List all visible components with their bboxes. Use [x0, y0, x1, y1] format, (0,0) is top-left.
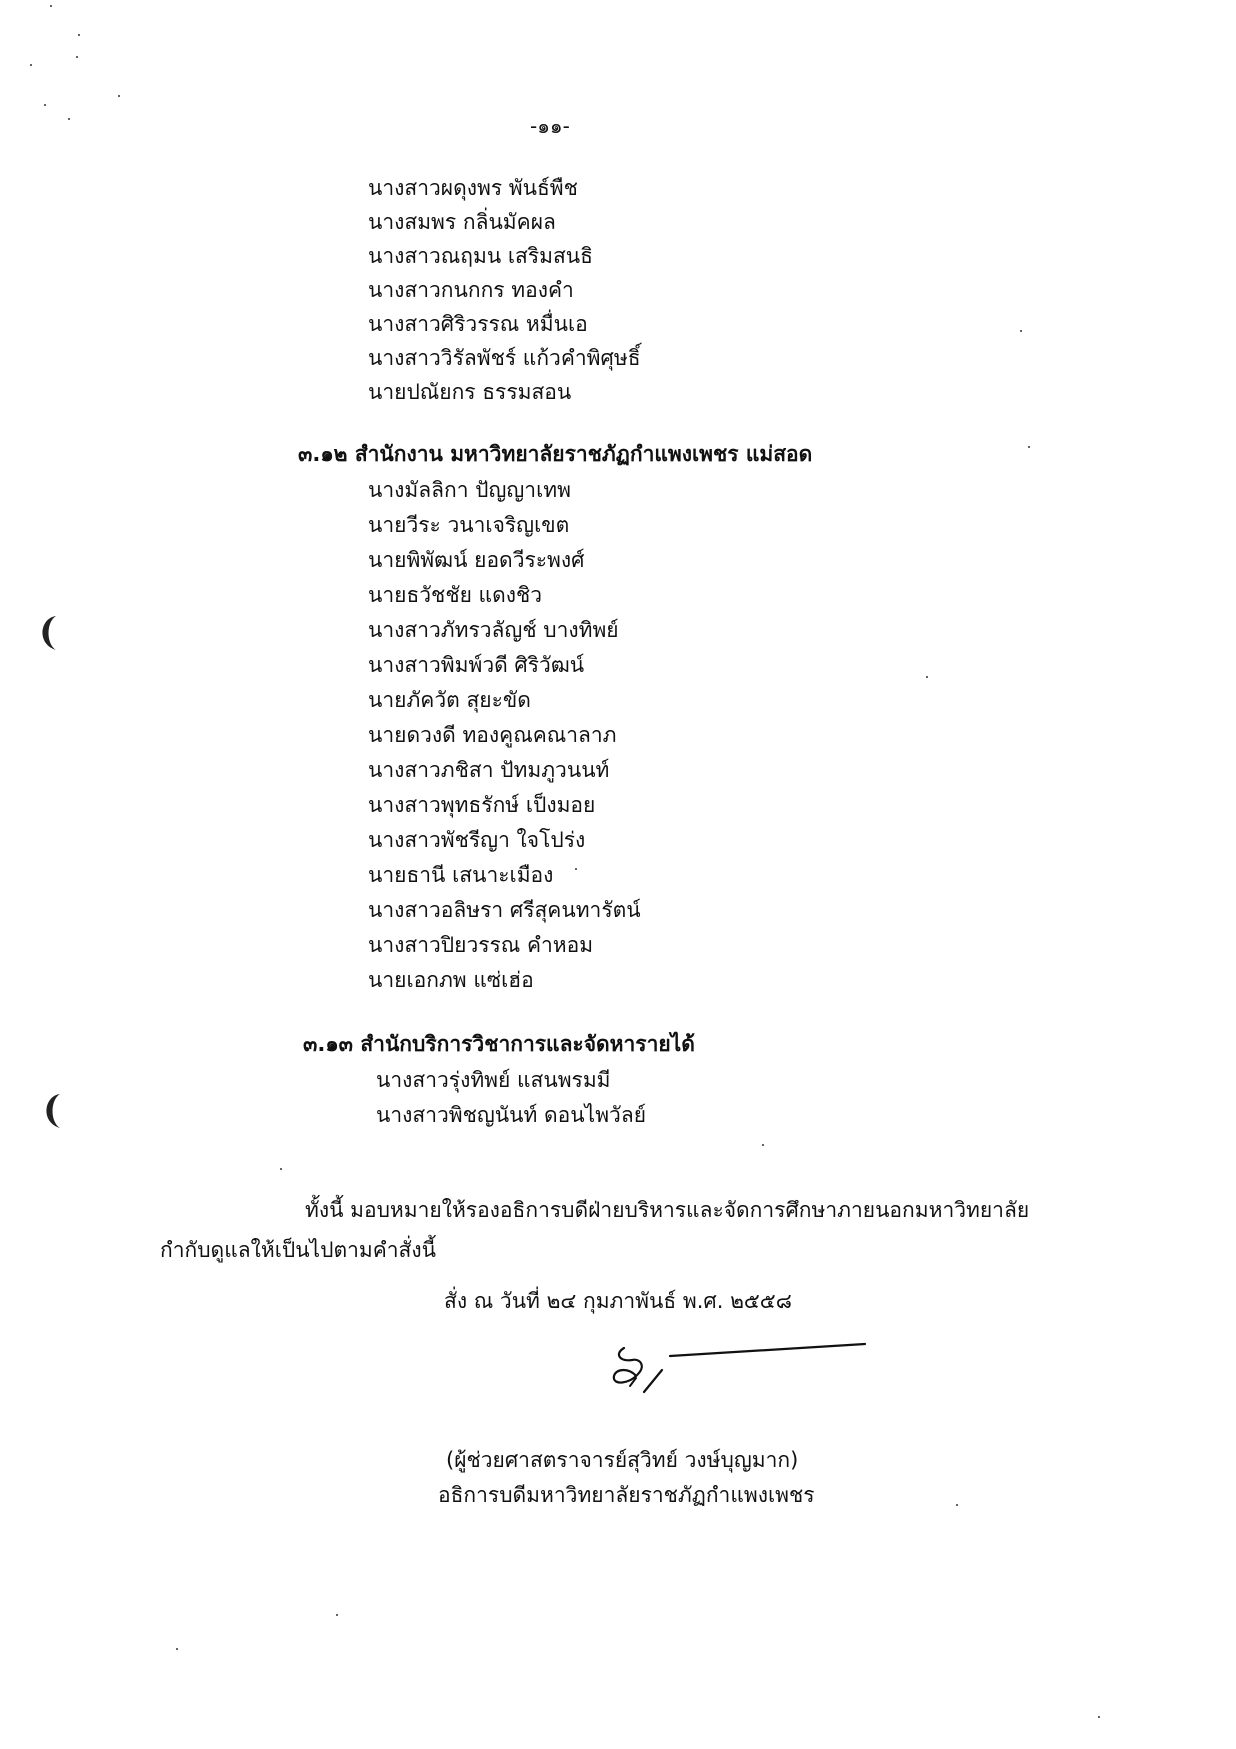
scan-speck	[762, 1144, 764, 1146]
list-item: นายพิพัฒน์ ยอดวีระพงศ์	[368, 548, 585, 572]
list-item: นางสาวศิริวรรณ หมื่นเอ	[368, 312, 588, 336]
scan-speck	[78, 34, 80, 36]
scan-speck	[68, 118, 70, 120]
scan-speck	[50, 5, 52, 7]
list-item: นางมัลลิกา ปัญญาเทพ	[368, 478, 571, 502]
list-item: นางสมพร กลิ่นมัคผล	[368, 210, 556, 234]
list-item: นางสาวผดุงพร พันธ์พืช	[368, 176, 578, 200]
list-item: นางสาววิรัลพัชร์ แก้วคำพิศุษธิ์	[368, 346, 641, 370]
list-item: นางสาวภัทรวลัญช์ บางทิพย์	[368, 618, 619, 642]
list-item: นายธานี เสนาะเมือง	[368, 863, 554, 887]
page-number: -๑๑-	[530, 114, 570, 138]
list-item: นายเอกภพ แซ่เฮ่อ	[368, 968, 534, 992]
signature	[600, 1340, 870, 1420]
list-item: นางสาวพิชญนันท์ ดอนไพวัลย์	[376, 1103, 646, 1127]
scan-speck	[575, 868, 577, 870]
list-item: นางสาวพิมพ์วดี ศิริวัฒน์	[368, 653, 585, 677]
scan-speck	[76, 56, 78, 58]
scan-speck	[1098, 1716, 1100, 1718]
list-item: นางสาวพุทธรักษ์ เป็งมอย	[368, 793, 596, 817]
list-item: นายภัควัต สุยะขัด	[368, 688, 531, 712]
punch-hole-mark	[38, 1092, 64, 1130]
section-heading-312: ๓.๑๒ สำนักงาน มหาวิทยาลัยราชภัฏกำแพงเพชร แม่สอด	[298, 442, 813, 466]
list-item: นางสาวพัชรีญา ใจโปร่ง	[368, 828, 586, 852]
scan-speck	[280, 1168, 282, 1170]
list-item: นายดวงดี ทองคูณคณาลาภ	[368, 723, 617, 747]
section-heading-313: ๓.๑๓ สำนักบริการวิชาการและจัดหารายได้	[303, 1032, 695, 1056]
scan-speck	[956, 1504, 958, 1506]
order-date: สั่ง ณ วันที่ ๒๔ กุมภาพันธ์ พ.ศ. ๒๕๕๘	[444, 1289, 792, 1313]
list-item: นางสาวรุ่งทิพย์ แสนพรมมี	[376, 1068, 611, 1092]
punch-hole-mark	[34, 614, 60, 652]
list-item: นางสาวกนกกร ทองคำ	[368, 278, 574, 302]
scan-speck	[336, 1614, 338, 1616]
scan-speck	[30, 64, 32, 66]
list-item: นางสาวอลิษรา ศรีสุคนทารัตน์	[368, 898, 641, 922]
list-item: นางสาวภชิสา ปัทมภูวนนท์	[368, 758, 610, 782]
closing-paragraph-line1: ทั้งนี้ มอบหมายให้รองอธิการบดีฝ่ายบริหารและจัดการศึกษาภายนอกมหาวิทยาลัย	[305, 1198, 1030, 1222]
scan-speck	[176, 1648, 178, 1650]
signatory-title: อธิการบดีมหาวิทยาลัยราชภัฏกำแพงเพชร	[438, 1483, 815, 1507]
list-item: นางสาวปิยวรรณ คำหอม	[368, 933, 594, 957]
scan-speck	[1020, 330, 1022, 332]
scan-speck	[44, 104, 46, 106]
scan-speck	[1028, 446, 1030, 448]
closing-paragraph-line2: กำกับดูแลให้เป็นไปตามคำสั่งนี้	[160, 1238, 436, 1262]
scan-speck	[926, 676, 928, 678]
list-item: นายปณัยกร ธรรมสอน	[368, 380, 572, 404]
scan-speck	[118, 95, 120, 97]
list-item: นางสาวณฤมน เสริมสนธิ	[368, 244, 593, 268]
list-item: นายวีระ วนาเจริญเขต	[368, 513, 570, 537]
list-item: นายธวัชชัย แดงชิว	[368, 583, 543, 607]
signatory-name: (ผู้ช่วยศาสตราจารย์สุวิทย์ วงษ์บุญมาก)	[446, 1448, 799, 1472]
